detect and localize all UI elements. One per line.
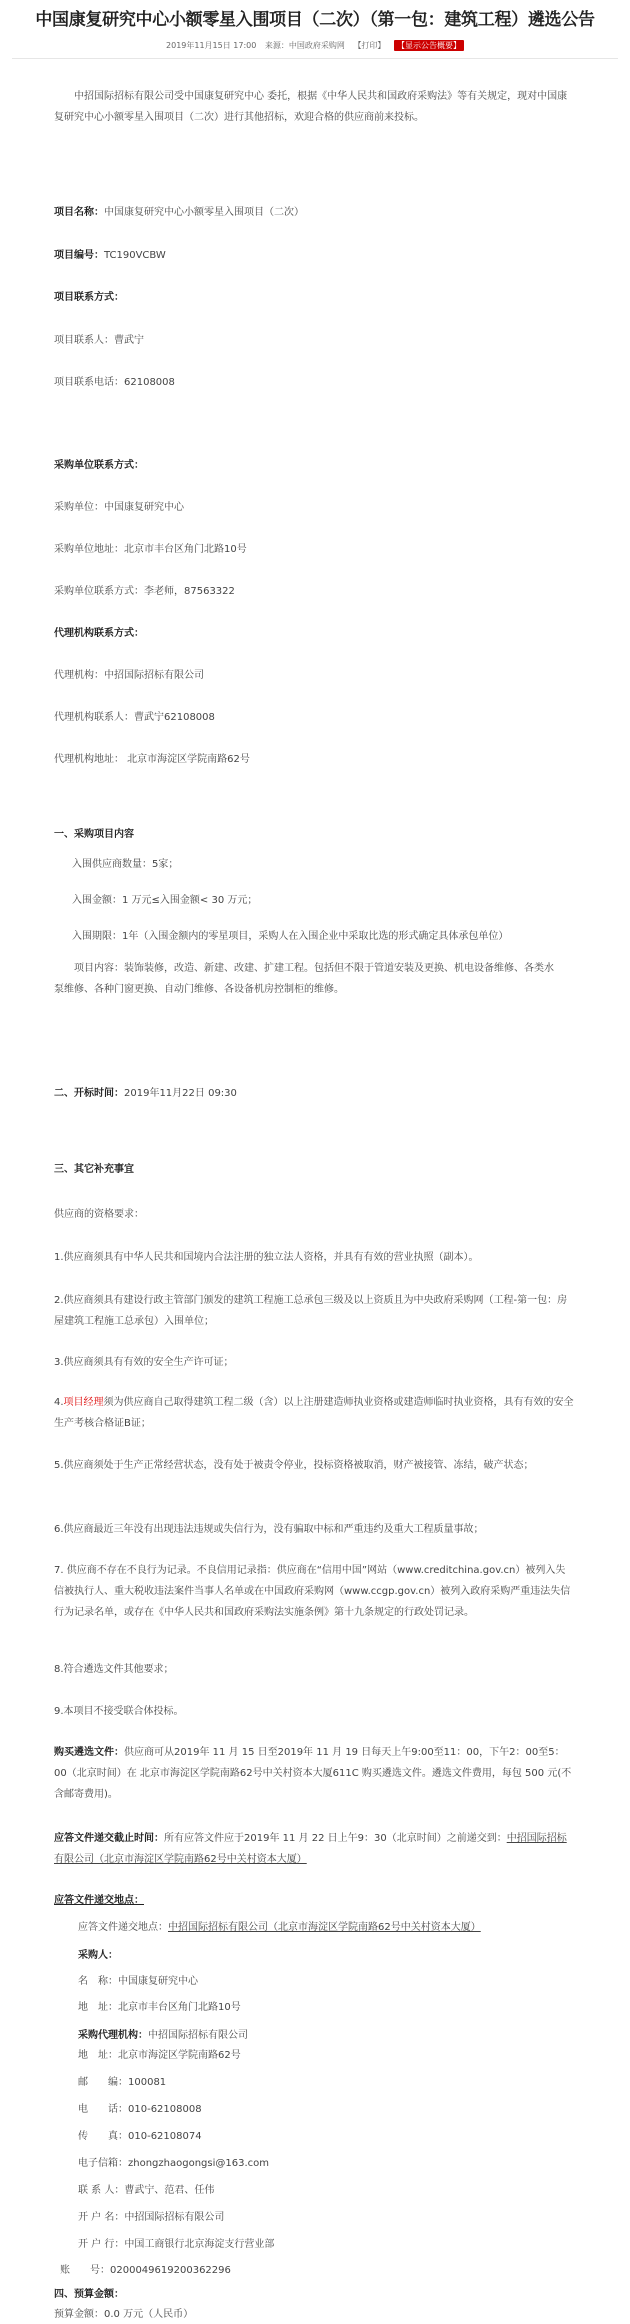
agent-heading: 采购代理机构： <box>78 2030 148 2041</box>
project-number: TC190VCBW <box>104 250 166 261</box>
project-scope: 项目内容：装饰装修，改造、新建、改建、扩建工程。包括但不限于管道安装及更换、机电设备维修、各类水泵维修、各种门窗更换、自动门维修、各设备机房控制柜的维修。 <box>54 963 554 995</box>
requirement-1: 1.供应商须具有中华人民共和国境内合法注册的独立法人资格，并具有有效的营业执照（副本）。 <box>54 1252 479 1263</box>
requirement-6: 6.供应商最近三年没有出现违法违规或失信行为，没有骗取中标和严重违约及重大工程质量事故； <box>54 1524 484 1535</box>
section4-heading: 四、预算金额： <box>54 2289 124 2300</box>
project-number-line <box>54 248 166 264</box>
opening-time-line <box>54 1086 237 1102</box>
purchase-text: 供应商可从2019年 11 月 15 日至2019年 11 月 19 日每天上午9:00至11：00，下午2：00至5：00（北京时间）在 北京市海淀区学院南路62号中关村资本大厦611C 购买遴选文件。遴选文件费用，每包 500 元(不含邮寄费用)。 <box>54 1747 572 1800</box>
supplier-count: 入围供应商数量：5家； <box>72 859 179 870</box>
agent-name: 中招国际招标有限公司 <box>148 2030 248 2041</box>
agent-bank: 开 户 行：中国工商银行北京海淀支行营业部 <box>78 2239 275 2250</box>
deadline-text: 所有应答文件应于2019年 11 月 22 日上午9：30（北京时间）之前递交到： <box>164 1833 507 1844</box>
agent-account-name: 开 户 名：中招国际招标有限公司 <box>78 2212 225 2223</box>
requirement-5: 5.供应商须处于生产正常经营状态，没有处于被责令停业，投标资格被取消，财产被接管、冻结，破产状态； <box>54 1460 534 1471</box>
purchaser-unit: 采购单位：中国康复研究中心 <box>54 502 184 513</box>
project-number-label: 项目编号： <box>54 250 104 261</box>
section1-heading: 一、采购项目内容 <box>54 829 134 840</box>
purchase-label: 购买遴选文件： <box>54 1747 124 1758</box>
agency-address: 代理机构地址： 北京市海淀区学院南路62号 <box>54 754 250 765</box>
qualification-heading: 供应商的资格要求： <box>54 1209 144 1220</box>
agent-email: 电子信箱：zhongzhaogongsi@163.com <box>78 2158 269 2169</box>
deadline-paragraph <box>54 1828 574 1870</box>
project-name: 中国康复研究中心小额零星入围项目（二次） <box>104 207 304 218</box>
requirement-3: 3.供应商须具有有效的安全生产许可证； <box>54 1357 234 1368</box>
agent-address: 地 址：北京市海淀区学院南路62号 <box>78 2050 241 2061</box>
requirement-8: 8.符合遴选文件其他要求； <box>54 1664 174 1675</box>
requirement-7: 7. 供应商不存在不良行为记录。不良信用记录指：供应商在“信用中国”网站（www.creditchina.gov.cn）被列入失信被执行人、重大税收违法案件当事人名单或在中国政府采购网（www.ccgp.gov.cn）被列入政府采购严重违法失信行为记录名单，或存在《中华人民共和国政府采购法实施条例》第十九条规定的行政处罚记录。 <box>54 1565 571 1618</box>
agency-contact: 代理机构联系人：曹武宁62108008 <box>54 712 215 723</box>
budget-amount: 预算金额：0.0 万元（人民币） <box>54 2309 194 2320</box>
entry-amount: 入围金额：1 万元≤入围金额< 30 万元； <box>72 895 258 906</box>
agent-fax: 传 真：010-62108074 <box>78 2131 202 2142</box>
submit-place-label: 应答文件递交地点： <box>78 1922 168 1933</box>
project-name-label: 项目名称： <box>54 207 104 218</box>
agent-phone: 电 话：010-62108008 <box>78 2104 202 2115</box>
agent-postcode: 邮 编：100081 <box>78 2077 167 2088</box>
requirement-4 <box>54 1392 574 1434</box>
purchaser-address: 采购单位地址：北京市丰台区角门北路10号 <box>54 544 247 555</box>
project-contact-person: 项目联系人：曹武宁 <box>54 335 144 346</box>
project-name-line <box>54 205 304 221</box>
agent-account-number: 账 号：0200049619200362296 <box>60 2265 231 2276</box>
buyer-heading: 采购人： <box>78 1950 118 1961</box>
agency-heading: 代理机构联系方式： <box>54 628 144 639</box>
deadline-place: 中招国际招标有限公司（北京市海淀区学院南路62号中关村资本大厦） <box>54 1833 567 1865</box>
publish-datetime: 2019年11月15日 17:00 <box>166 41 257 50</box>
requirement-4-number: 4. <box>54 1397 64 1408</box>
section2-heading: 二、开标时间： <box>54 1088 124 1099</box>
entry-period: 入围期限：1年（入围金额内的零星项目，采购人在入围企业中采取比选的形式确定具体承包单位） <box>72 931 509 942</box>
purchaser-heading: 采购单位联系方式： <box>54 460 144 471</box>
submit-heading: 应答文件递交地点： <box>54 1895 144 1906</box>
opening-time: 2019年11月22日 09:30 <box>124 1088 237 1099</box>
buyer-address: 地 址：北京市丰台区角门北路10号 <box>78 2002 241 2013</box>
project-contact-phone: 项目联系电话：62108008 <box>54 377 175 388</box>
buyer-name: 名 称：中国康复研究中心 <box>78 1976 198 1987</box>
print-link[interactable]: 【打印】 <box>353 41 386 50</box>
submit-place-line <box>78 1920 481 1936</box>
requirement-4-text: 须为供应商自己取得建筑工程二级（含）以上注册建造师执业资格或建造师临时执业资格，具有有效的安全生产考核合格证B证； <box>54 1397 574 1429</box>
show-summary-button[interactable]: 【显示公告概要】 <box>394 40 464 51</box>
project-contact-heading: 项目联系方式： <box>54 292 124 303</box>
deadline-label: 应答文件递交截止时间： <box>54 1833 164 1844</box>
submit-place: 中招国际招标有限公司（北京市海淀区学院南路62号中关村资本大厦） <box>168 1922 481 1933</box>
agent-contacts: 联 系 人：曹武宁、范君、任伟 <box>78 2185 215 2196</box>
meta-line <box>0 40 630 51</box>
project-manager-highlight: 项目经理 <box>63 1397 104 1408</box>
agency-name: 代理机构：中招国际招标有限公司 <box>54 670 204 681</box>
source: 来源：中国政府采购网 <box>264 41 345 50</box>
requirement-9: 9.本项目不接受联合体投标。 <box>54 1706 184 1717</box>
requirement-2: 2.供应商须具有建设行政主管部门颁发的建筑工程施工总承包三级及以上资质且为中央政府采购网（工程-第一包：房屋建筑工程施工总承包）入围单位； <box>54 1295 568 1327</box>
intro-paragraph: 中招国际招标有限公司受中国康复研究中心 委托，根据《中华人民共和国政府采购法》等有关规定，现对中国康复研究中心小额零星入围项目（二次）进行其他招标，欢迎合格的供应商前来投标。 <box>54 91 568 123</box>
page-title: 中国康复研究中心小额零星入围项目（二次）（第一包：建筑工程）遴选公告 <box>35 10 595 30</box>
section3-heading: 三、其它补充事宜 <box>54 1164 134 1175</box>
title-divider <box>12 58 618 59</box>
agent-line <box>78 2028 248 2044</box>
purchaser-contact: 采购单位联系方式：李老师，87563322 <box>54 586 235 597</box>
purchase-paragraph <box>54 1742 574 1805</box>
